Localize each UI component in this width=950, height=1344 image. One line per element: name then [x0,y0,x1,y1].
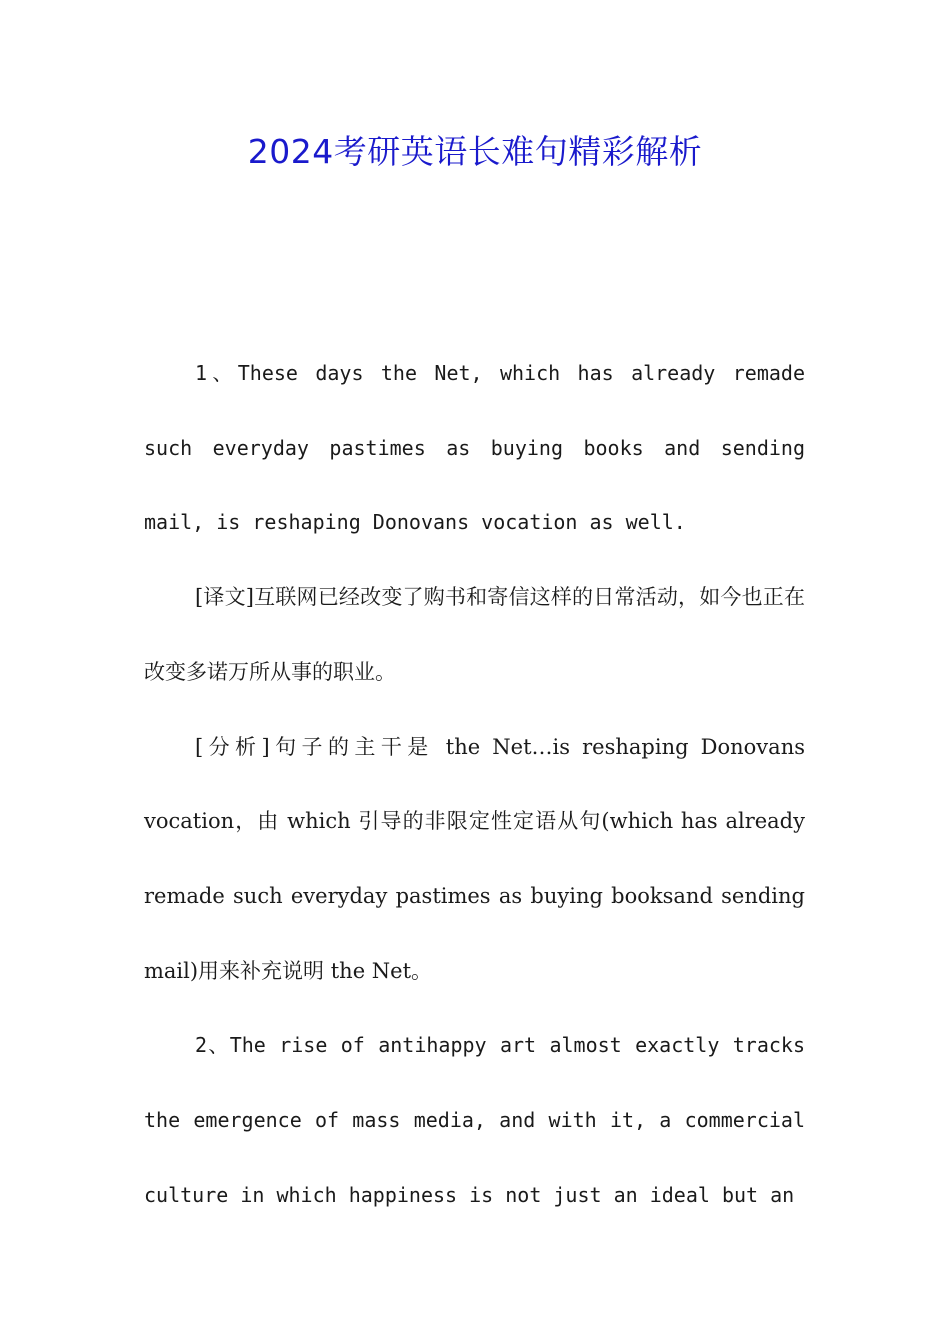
paragraph-translation-1: [译文]互联网已经改变了购书和寄信这样的日常活动，如今也正在改变多诺万所从事的职业。 [144,585,805,684]
document-body [144,336,805,1232]
paragraph-sentence-2: 2、The rise of antihappy art almost exactly tracks the emergence of mass media, and with it, a commercial culture in which happiness is not just an ideal but an [144,1033,805,1207]
paragraph-analysis-1: [分析]句子的主干是 the Net…is reshaping Donovans vocation，由 which 引导的非限定性定语从句(which has already remade such everyday pastimes as buying booksand sending mail)用来补充说明 the Net。 [144,734,805,983]
document-title: 2024考研英语长难句精彩解析 [247,132,703,171]
paragraph-sentence-1: 1、These days the Net, which has already remade such everyday pastimes as buying books and sending mail, is reshaping Donovans vocation as well. [144,361,805,535]
